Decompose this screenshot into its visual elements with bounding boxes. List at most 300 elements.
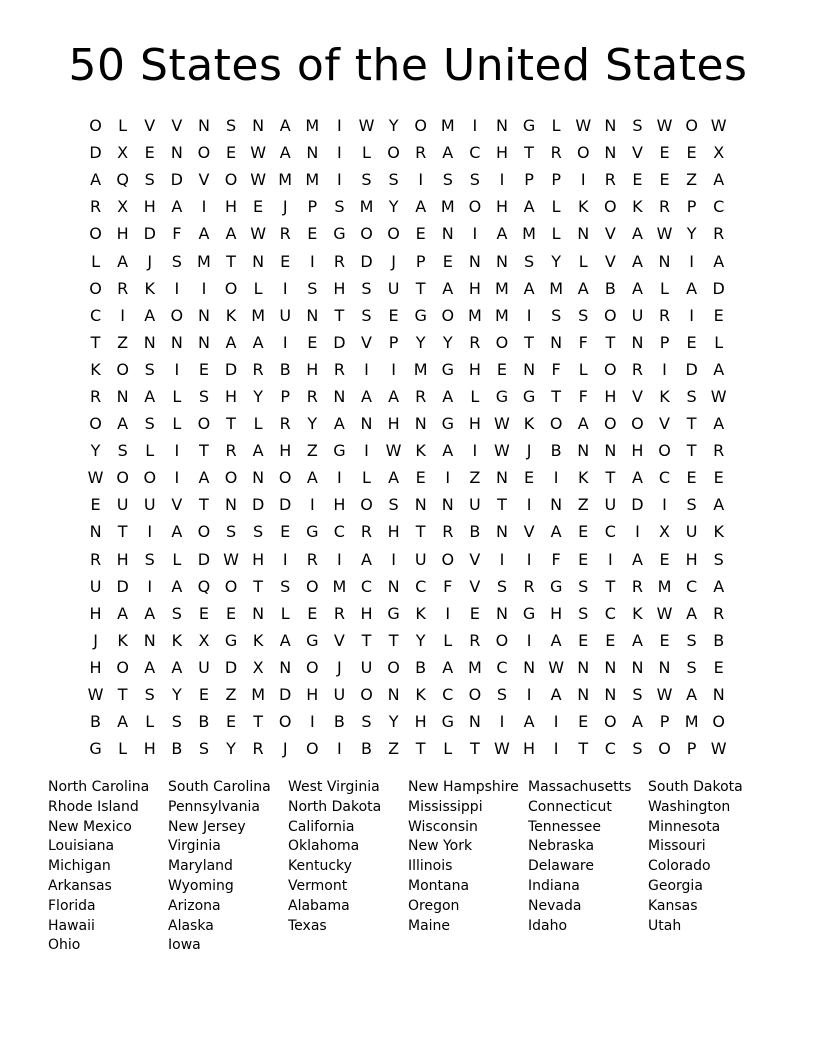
grid-letter: N [658,657,671,677]
grid-letter: O [604,197,617,217]
grid-letter: K [171,630,183,650]
grid-letter: O [441,549,455,569]
grid-letter: O [89,224,102,244]
grid-letter: I [391,359,396,379]
grid-letter: J [282,739,288,759]
grid-letter: O [224,468,238,488]
grid-letter: V [604,251,616,271]
grid-letter: O [89,278,102,298]
grid-letter: N [468,251,481,271]
grid-letter: R [117,278,129,298]
grid-letter: R [631,359,643,379]
grid-letter: T [578,739,589,759]
grid-letter: S [388,495,399,515]
grid-letter: I [553,468,559,488]
word-list-item: Georgia [648,877,703,894]
grid-letter: I [472,441,478,461]
grid-letter: R [306,386,318,406]
grid-letter: H [495,143,508,163]
grid-letter: I [174,278,180,298]
grid-letter: K [225,305,237,325]
word-list-item: Illinois [408,858,453,875]
grid-letter: M [413,359,428,379]
grid-letter: L [253,278,263,298]
grid-letter: A [144,386,156,406]
page-title: 50 States of the United States [68,40,748,91]
grid-letter: N [523,359,536,379]
grid-letter: W [494,441,510,461]
grid-letter: O [278,712,292,732]
grid-letter: S [578,576,589,596]
grid-letter: C [658,468,671,488]
grid-letter: E [578,549,589,569]
grid-letter: I [662,359,667,379]
grid-letter: A [523,197,535,217]
grid-letter: H [333,495,346,515]
grid-letter: N [414,495,427,515]
grid-letter: D [631,495,644,515]
grid-letter: R [306,549,318,569]
grid-letter: I [445,468,451,488]
grid-letter: N [577,441,590,461]
grid-letter: Z [577,495,589,515]
grid-letter: P [686,197,697,217]
grid-letter: I [337,468,342,488]
grid-letter: S [496,685,508,705]
grid-letter: S [388,170,399,190]
grid-letter: A [550,685,562,705]
grid-letter: O [549,414,563,434]
grid-letter: L [253,414,263,434]
grid-letter: O [387,143,400,163]
grid-letter: A [631,630,643,650]
grid-letter: V [171,116,183,136]
grid-letter: W [494,739,510,759]
grid-letter: S [334,197,345,217]
word-list-item: Oklahoma [288,838,360,855]
grid-letter: T [117,522,128,542]
grid-letter: E [605,630,616,650]
grid-letter: V [171,495,183,515]
grid-letter: N [495,116,508,136]
grid-letter: V [604,224,616,244]
grid-letter: D [251,495,265,515]
word-list-item: North Carolina [48,779,150,795]
grid-letter: W [223,549,239,569]
grid-letter: C [713,197,725,217]
grid-letter: D [116,576,129,596]
grid-letter: K [415,603,426,623]
grid-letter: Y [226,739,236,759]
grid-letter: T [226,251,236,271]
grid-letter: L [551,116,561,136]
grid-letter: H [468,414,481,434]
grid-letter: D [712,278,725,298]
grid-letter: N [604,685,617,705]
grid-letter: L [118,116,128,136]
grid-letter: G [306,630,319,650]
grid-letter: O [360,224,373,244]
grid-letter: N [631,332,644,352]
grid-letter: N [414,414,427,434]
grid-letter: L [172,549,182,569]
grid-letter: W [710,116,727,136]
grid-letter: G [522,116,536,136]
grid-letter: A [713,251,725,271]
word-list-item: South Dakota [648,779,743,795]
grid-letter: S [686,386,697,406]
grid-letter: N [523,657,536,677]
grid-letter: R [658,305,671,325]
grid-letter: I [309,251,315,271]
grid-letter: O [143,468,157,488]
grid-letter: T [605,468,616,488]
grid-letter: D [279,495,292,515]
grid-letter: H [89,657,102,677]
grid-letter: Y [253,386,263,406]
grid-letter: O [224,278,238,298]
grid-letter: O [576,143,590,163]
grid-letter: H [414,712,427,732]
grid-letter: T [524,143,534,163]
grid-letter: Y [551,251,562,271]
grid-letter: E [578,630,589,650]
grid-letter: N [387,685,400,705]
grid-letter: E [496,359,507,379]
grid-letter: L [118,739,128,759]
grid-letter: O [387,224,400,244]
grid-letter: M [305,116,320,136]
grid-letter: O [414,116,427,136]
grid-letter: A [361,386,372,406]
grid-letter: K [659,386,670,406]
grid-letter: R [713,603,725,623]
grid-letter: A [252,332,264,352]
grid-letter: E [225,143,237,163]
grid-letter: P [659,332,670,352]
grid-letter: U [89,576,102,596]
grid-letter: N [550,495,563,515]
grid-letter: R [225,441,237,461]
grid-letter: U [469,495,481,515]
grid-letter: W [710,386,727,406]
grid-letter: K [632,603,643,623]
grid-letter: B [604,278,616,298]
grid-letter: I [337,170,342,190]
grid-letter: A [686,685,698,705]
grid-letter: V [631,386,643,406]
grid-letter: I [309,495,315,515]
grid-letter: J [391,251,396,271]
grid-letter: S [171,603,182,623]
word-list-item: North Dakota [288,798,382,815]
grid-letter: V [333,630,345,650]
grid-letter: A [225,224,237,244]
word-list-item: Alaska [168,917,214,934]
grid-letter: O [116,359,129,379]
grid-letter: E [280,522,291,542]
grid-letter: I [364,441,369,461]
word-list-item: Texas [288,917,327,934]
grid-letter: E [578,712,589,732]
grid-letter: M [251,685,266,705]
word-list-item: Tennessee [528,818,601,835]
grid-letter: I [337,739,342,759]
word-list-item: Montana [408,877,470,894]
grid-letter: A [631,278,643,298]
grid-letter: R [360,522,373,542]
grid-letter: A [198,224,210,244]
grid-letter: I [472,224,478,244]
grid-letter: L [362,468,371,488]
grid-letter: F [551,359,561,379]
grid-letter: V [631,143,643,163]
grid-letter: I [120,305,125,325]
grid-letter: N [252,116,265,136]
grid-letter: T [415,278,426,298]
grid-letter: K [415,685,426,705]
word-list-item: Wisconsin [408,818,478,835]
grid-letter: M [495,278,509,298]
grid-letter: A [631,712,643,732]
grid-letter: I [526,305,532,325]
grid-letter: N [225,495,237,515]
grid-letter: G [333,441,346,461]
grid-letter: W [358,116,375,136]
grid-letter: R [252,739,264,759]
grid-letter: C [686,576,698,596]
grid-letter: A [144,603,156,623]
grid-letter: H [116,549,129,569]
grid-letter: T [415,522,426,542]
grid-letter: S [171,251,182,271]
grid-letter: S [578,305,589,325]
grid-letter: U [116,495,129,515]
grid-letter: M [684,712,699,732]
grid-letter: W [87,685,104,705]
grid-letter: A [225,332,237,352]
grid-letter: R [279,414,291,434]
grid-letter: S [198,739,209,759]
grid-letter: O [387,657,400,677]
word-list-item: California [288,818,355,835]
grid-letter: A [279,630,291,650]
grid-letter: F [578,386,588,406]
grid-letter: G [224,630,238,650]
grid-letter: W [656,224,673,244]
grid-letter: A [523,712,535,732]
grid-letter: E [659,143,670,163]
grid-letter: N [631,657,644,677]
grid-letter: X [117,197,129,217]
grid-letter: E [280,251,291,271]
grid-letter: A [388,468,400,488]
grid-letter: N [89,522,102,542]
word-list-item: Nevada [528,897,582,914]
grid-letter: I [499,712,505,732]
grid-letter: E [225,603,237,623]
grid-letter: N [658,251,671,271]
grid-letter: G [441,712,454,732]
word-list-item: Maryland [168,858,233,875]
grid-letter: N [604,441,617,461]
grid-letter: W [385,441,402,461]
grid-letter: A [306,468,318,488]
grid-letter: B [90,712,102,732]
grid-letter: W [250,143,267,163]
grid-letter: N [604,657,617,677]
grid-letter: N [550,332,563,352]
grid-letter: D [89,143,102,163]
grid-letter: V [469,549,481,569]
grid-letter: S [280,576,291,596]
grid-letter: N [577,657,590,677]
grid-letter: L [91,251,100,271]
grid-letter: T [117,685,128,705]
grid-letter: V [523,522,535,542]
grid-letter: A [686,603,698,623]
grid-letter: I [337,116,342,136]
grid-letter: Z [117,332,129,352]
word-list-item: Oregon [408,897,460,914]
grid-letter: H [306,359,319,379]
grid-letter: D [143,224,156,244]
grid-letter: N [170,332,183,352]
grid-letter: A [279,116,291,136]
grid-letter: A [171,197,183,217]
grid-letter: A [144,657,156,677]
grid-letter: Z [306,441,318,461]
grid-letter: O [468,197,482,217]
grid-letter: H [495,197,508,217]
grid-letter: Y [388,116,399,136]
grid-letter: R [604,170,616,190]
grid-letter: M [305,170,320,190]
grid-letter: J [526,441,532,461]
grid-letter: E [713,657,724,677]
grid-letter: P [280,386,291,406]
grid-letter: O [360,685,373,705]
grid-letter: U [279,305,292,325]
grid-letter: S [361,305,372,325]
grid-letter: E [415,224,426,244]
grid-letter: C [89,305,102,325]
grid-letter: S [144,685,155,705]
grid-letter: L [660,278,669,298]
grid-letter: W [87,468,104,488]
word-list-item: South Carolina [168,779,271,795]
grid-letter: H [143,197,156,217]
grid-letter: L [551,197,561,217]
grid-letter: A [631,468,643,488]
grid-letter: A [252,441,264,461]
grid-letter: B [279,359,291,379]
grid-letter: S [361,278,372,298]
grid-letter: T [469,739,480,759]
grid-letter: M [278,170,293,190]
grid-letter: H [360,603,373,623]
grid-letter: N [279,657,292,677]
word-list-item: New Jersey [168,818,246,835]
grid-letter: U [198,657,210,677]
grid-letter: Q [116,170,129,190]
grid-letter: A [550,522,562,542]
grid-letter: N [170,143,183,163]
grid-letter: O [604,359,617,379]
grid-letter: L [714,332,724,352]
grid-letter: A [90,170,102,190]
grid-letter: F [172,224,182,244]
grid-letter: S [171,712,182,732]
grid-letter: O [495,630,509,650]
grid-letter: H [468,359,481,379]
word-list-item: New Hampshire [408,779,519,795]
grid-letter: I [418,170,424,190]
grid-letter: U [387,278,400,298]
grid-letter: U [143,495,156,515]
grid-letter: T [686,441,697,461]
letter-grid [82,112,732,762]
grid-letter: S [686,495,697,515]
grid-letter: L [172,414,182,434]
word-list [48,778,768,956]
grid-letter: R [415,143,427,163]
grid-letter: W [656,603,673,623]
word-list-item: Kentucky [288,858,352,875]
grid-letter: N [252,468,265,488]
grid-letter: T [253,576,263,596]
grid-letter: S [117,441,128,461]
grid-letter: E [686,143,697,163]
grid-letter: E [307,332,318,352]
grid-letter: M [440,116,455,136]
grid-letter: G [441,359,454,379]
grid-letter: R [713,441,725,461]
grid-letter: X [252,657,264,677]
grid-letter: A [117,251,129,271]
grid-letter: O [495,332,509,352]
grid-letter: A [577,278,589,298]
grid-letter: C [333,522,345,542]
grid-letter: I [282,332,288,352]
grid-letter: O [658,441,671,461]
grid-letter: D [224,359,238,379]
grid-letter: A [442,143,454,163]
grid-letter: S [523,251,535,271]
grid-letter: X [198,630,210,650]
grid-letter: A [713,576,725,596]
grid-letter: O [712,712,725,732]
grid-letter: K [117,630,128,650]
word-list-item: Indiana [528,877,580,894]
grid-letter: N [577,685,590,705]
grid-letter: A [713,170,725,190]
grid-letter: N [360,414,373,434]
grid-letter: I [445,603,451,623]
grid-letter: C [496,657,508,677]
grid-letter: R [658,197,671,217]
grid-letter: E [388,305,399,325]
grid-letter: W [710,739,727,759]
grid-letter: M [251,305,266,325]
grid-letter: T [226,414,236,434]
grid-letter: Z [388,739,400,759]
grid-letter: A [631,251,643,271]
grid-letter: N [306,305,319,325]
grid-letter: S [225,116,237,136]
grid-letter: A [442,278,454,298]
grid-letter: I [472,116,478,136]
